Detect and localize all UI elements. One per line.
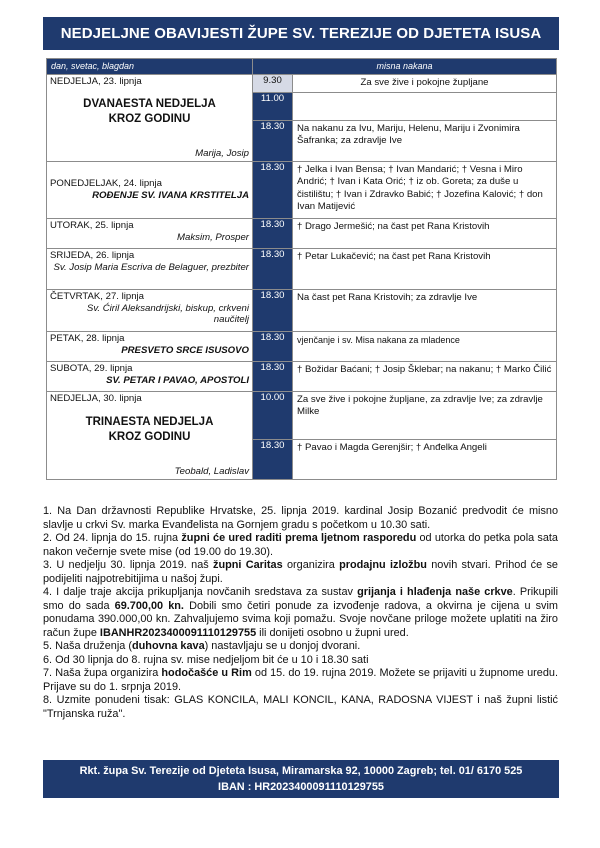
mass-intention: † Jelka i Ivan Bensa; † Ivan Mandarić; † Vesna i Miro Andrić; † Ivan i Kata Orić; † iz ob. Goreta; za duše u čistilištu; † Ivan i Zdravko Babić; † Jozefina Kalović; † don Ivan Matijević [293,161,557,218]
table-row [47,391,557,439]
day-cell [47,161,253,218]
table-row [47,331,557,361]
mass-intention: † Drago Jermešić; na čast pet Rana Kristovih [293,218,557,248]
mass-intention: Za sve žive i pokojne župljane, za zdravlje Ive; za zdravlje Milke [293,391,557,439]
day-cell [47,289,253,331]
announcement-5: 5. Naša druženja (duhovna kava) nastavljaju se u donjoj dvorani. [43,640,361,652]
day-cell [47,391,253,479]
mass-intention: Na čast pet Rana Kristovih; za zdravlje Ive [293,289,557,331]
mass-time: 18.30 [253,439,293,479]
day-name: SRIJEDA, 26. lipnja [50,249,135,261]
mass-schedule-table [46,58,557,480]
day-name: PETAK, 28. lipnja [50,332,125,344]
day-cell [47,331,253,361]
col-header-day: dan, svetac, blagdan [47,59,253,75]
mass-time: 11.00 [253,92,293,120]
day-name: UTORAK, 25. lipnja [50,219,134,231]
mass-time: 18.30 [253,161,293,218]
day-name: NEDJELJA, 23. lipnja [50,76,142,87]
feast-name: SV. PETAR I PAVAO, APOSTOLI [106,374,249,386]
day-name: SUBOTA, 29. lipnja [50,362,133,374]
saints: Teobald, Ladislav [174,465,249,477]
day-name: PONEDJELJAK, 24. lipnja [50,177,162,189]
table-row [47,161,557,218]
footer-iban: IBAN : HR2023400091110129755 [218,781,384,793]
saints: Sv. Josip Maria Escriva de Belaguer, prezbiter [53,261,249,273]
table-header-row [47,59,557,75]
day-cell [47,218,253,248]
announcement-4: 4. I dalje traje akcija prikupljanja novčanih sredstava za sustav grijanja i hlađenja naše crkve. Prikupili smo do sada 69.700,00 kn. Dobili smo četiri ponude za izvođenje radova, a okvirna je cijena u svim ponudama 390.000,00 kn. Zahvaljujemo svima koji pomažu. Svoje novčane priloge možete uplatiti na žiro račun župe IBANHR2023400091110129755 ili donijeti osobno u župni ured. [43,586,558,639]
mass-time: 18.30 [253,289,293,331]
mass-intention: Na nakanu za Ivu, Mariju, Helenu, Mariju i Zvonimira Šafranka; za zdravlje Ive [293,120,557,161]
day-name: ČETVRTAK, 27. lipnja [50,290,145,302]
announcements [43,505,558,721]
day-name: NEDJELJA, 30. lipnja [50,392,142,404]
saints: Sv. Ćiril Aleksandrijski, biskup, crkveni naučitelj [86,302,249,325]
feast-name: PRESVETO SRCE ISUSOVO [121,344,249,356]
day-cell [47,75,253,162]
saints: Marija, Josip [195,147,249,159]
announcement-3: 3. U nedjelju 30. lipnja 2019. naš župni Caritas organizira prodajnu izložbu novih stvari. Prihod će se podijeliti najpotrebitijima u našoj župi. [43,559,558,585]
feast-name: DVANAESTA NEDJELJA KROZ GODINU [83,98,216,125]
mass-time: 18.30 [253,248,293,289]
footer-address: Rkt. župa Sv. Terezije od Djeteta Isusa, Miramarska 92, 10000 Zagreb; tel. 01/ 6170 525 [79,765,523,777]
announcement-6: 6. Od 30 lipnja do 8. rujna sv. mise nedjeljom bit će u 10 i 18.30 sati [43,653,369,666]
announcement-1: 1. Na Dan državnosti Republike Hrvatske, 25. lipnja 2019. kardinal Josip Bozanić predvodit će misno slavlje u crkvi Sv. marka Evanđelista na Gornjem gradu s početkom u 10.30 sati. [43,505,558,531]
mass-time: 18.30 [253,218,293,248]
table-row [47,361,557,391]
day-cell [47,248,253,289]
mass-intention: vjenčanje i sv. Misa nakana za mladence [293,331,557,361]
announcement-8: 8. Uzmite ponudeni tisak: GLAS KONCILA, MALI KONCIL, KANA, RADOSNA VIJEST i naš župni listić "Trnjanska ruža". [43,694,558,720]
day-cell [47,361,253,391]
table-row [47,75,557,93]
mass-time: 18.30 [253,331,293,361]
table-row [47,248,557,289]
mass-intention: † Petar Lukačević; na čast pet Rana Kristovih [293,248,557,289]
footer [43,760,559,798]
announcement-7: 7. Naša župa organizira hodočašće u Rim od 15. do 19. rujna 2019. Možete se prijaviti u župnome uredu. Prijave su do 1. srpnja 2019. [43,667,558,693]
mass-intention: † Pavao i Magda Gerenjšir; † Anđelka Angeli [293,439,557,479]
mass-intention: Za sve žive i pokojne župljane [293,75,557,93]
table-row [47,289,557,331]
mass-time: 18.30 [253,361,293,391]
page-title: NEDJELJNE OBAVIJESTI ŽUPE SV. TEREZIJE OD DJETETA ISUSA [43,17,559,50]
mass-time: 10.00 [253,391,293,439]
mass-time: 18.30 [253,120,293,161]
mass-time: 9.30 [253,75,293,93]
mass-intention: † Božidar Baćani; † Josip Šklebar; na nakanu; † Marko Čilić [293,361,557,391]
mass-intention [293,92,557,120]
feast-name: ROĐENJE SV. IVANA KRSTITELJA [92,189,249,201]
feast-name: TRINAESTA NEDJELJA KROZ GODINU [85,415,214,443]
col-header-mass: misna nakana [253,59,557,75]
announcement-2: 2. Od 24. lipnja do 15. rujna župni će ured raditi prema ljetnom rasporedu od utorka do petka pola sata nakon večernje svete mise (od 19.00 do 19.30). [43,532,558,558]
saints: Maksim, Prosper [177,231,249,243]
table-row [47,218,557,248]
